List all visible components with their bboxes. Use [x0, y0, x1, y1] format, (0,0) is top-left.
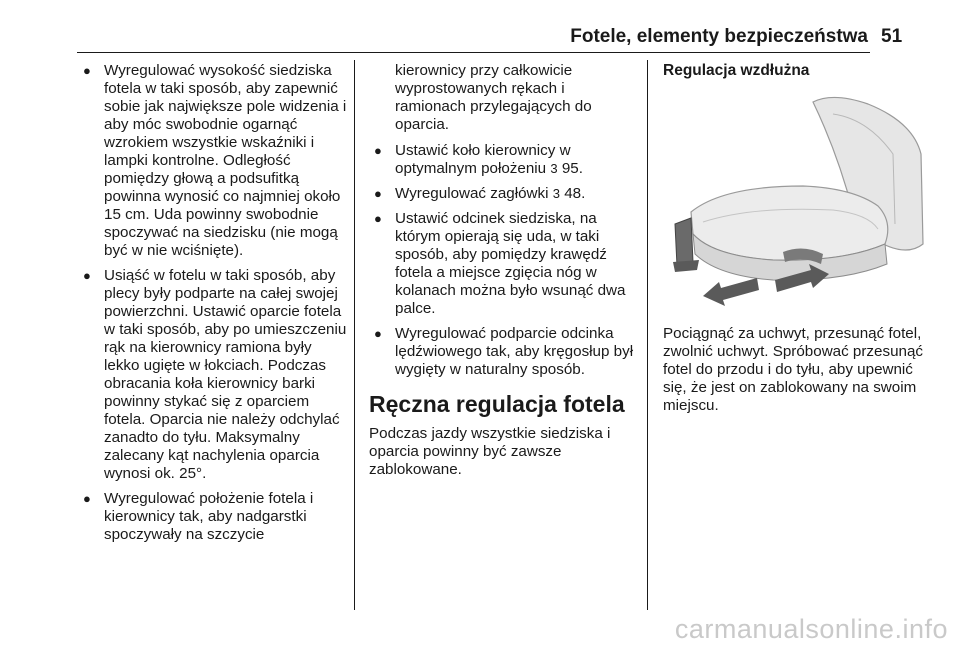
list-item [369, 210, 639, 318]
bullet-icon: ● [374, 186, 382, 201]
bullet-icon: ● [374, 143, 382, 158]
bullet-icon: ● [83, 63, 91, 78]
page-reference-arrow-icon: 3 [552, 186, 560, 201]
figure-caption: Pociągnąć za uchwyt, przesunąć fotel, zwolnić uchwyt. Spróbować przesunąć fotel do przodu i do tyłu, aby upewnić się, że jest on zablokowany na swoim miejscu. [663, 325, 923, 414]
seat-adjustment-illustration [663, 94, 926, 306]
bullet-list [369, 142, 639, 379]
list-item-text: Ustawić odcinek siedziska, na którym opierają się uda, w taki sposób, aby pomiędzy krawędź fotela a miejsce zgięcia nóg w kolanach można było wsunąć dwa palce. [395, 210, 626, 317]
list-item-text: Ustawić koło kierownicy w optymalnym położeniu [395, 142, 571, 177]
column-middle [369, 62, 639, 479]
list-item [369, 325, 639, 379]
section-heading: Ręczna regulacja fotela [369, 391, 625, 417]
list-item-text: Wyregulować położenie fotela i kierownicy tak, aby nadgarstki spoczywały na szczycie [104, 490, 314, 543]
list-item [78, 62, 348, 260]
page-title: Fotele, elementy bezpieczeństwa [570, 26, 868, 47]
bullet-icon: ● [374, 326, 382, 341]
subsection-heading: Regulacja wzdłużna [663, 62, 810, 79]
list-item-text: Wyregulować podparcie odcinka lędźwiowego tak, aby kręgosłup był wygięty w naturalny sposób. [395, 325, 634, 378]
list-item [78, 267, 348, 483]
column-divider-left [354, 60, 355, 610]
column-right [663, 62, 928, 415]
list-item-text: Usiąść w fotelu w taki sposób, aby plecy były podparte na całej swojej powierzchni. Ustawić oparcie fotela w taki sposób, aby po umieszczeniu rąk na kierownicy ramiona były lekko ugięte w łokciach. Podczas obracania koła kierownicy barki powinny stykać się z oparciem fotela. Oparcia nie należy odchylać zanadto do tyłu. Maksymalny zalecany kąt nachylenia oparcia wynosi ok. 25°. [104, 267, 347, 482]
page-reference-arrow-icon: 3 [550, 161, 558, 176]
list-item [369, 142, 639, 178]
page-reference-link[interactable]: 95. [561, 160, 583, 177]
list-item-text: Wyregulować wysokość siedziska fotela w taki sposób, aby zapewnić sobie jak największe pole widzenia i aby móc swobodnie ogarnąć wzrokiem wszystkie wskaźniki i lampki kontrolne. Odległość pomiędzy głową a podsufitką powinna wynosić co najmniej około 15 cm. Uda powinny swobodnie spoczywać na siedzisku (nie mogą być w nie wciśnięte). [104, 62, 347, 259]
section-paragraph: Podczas jazdy wszystkie siedziska i oparcia powinny być zawsze zablokowane. [369, 425, 611, 478]
list-item [78, 490, 348, 544]
page-reference-link[interactable]: 48. [564, 185, 586, 202]
bullet-list [78, 62, 348, 544]
column-divider-right [647, 60, 648, 610]
bullet-icon: ● [83, 268, 91, 283]
bullet-icon: ● [374, 211, 382, 226]
page-number: 51 [881, 26, 903, 47]
bullet-icon: ● [83, 491, 91, 506]
column-left [78, 62, 348, 551]
header-rule [77, 52, 870, 53]
list-item-text: Wyregulować zagłówki [395, 185, 549, 202]
list-item-continuation: kierownicy przy całkowicie wyprostowanych rękach i ramionach przylegających do oparcia. [395, 62, 592, 133]
list-item [369, 185, 639, 203]
watermark: carmanualsonline.info [674, 614, 948, 644]
page-header [0, 0, 960, 60]
